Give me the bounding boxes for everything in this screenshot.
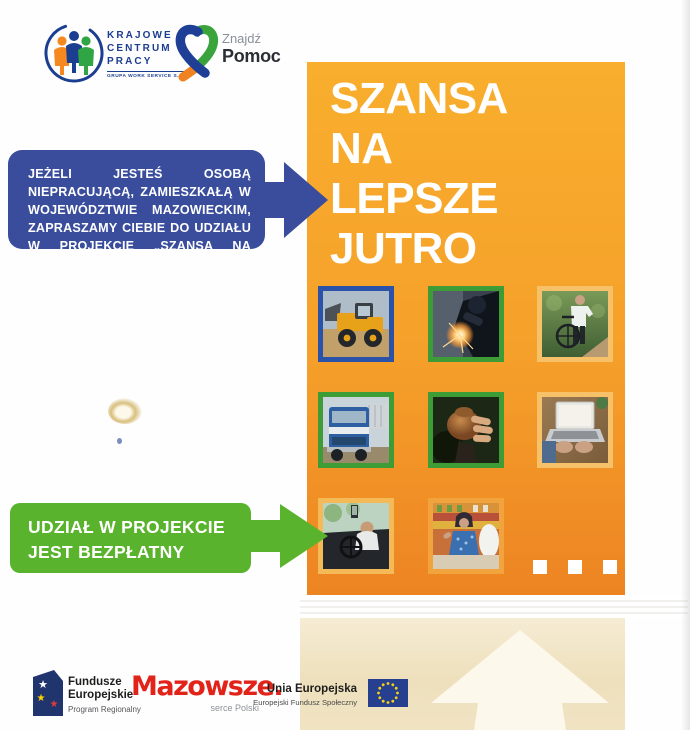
kcp-name-line1: KRAJOWE bbox=[107, 30, 173, 41]
ribbon-heart-icon bbox=[175, 24, 219, 82]
up-arrow-floor-marking bbox=[300, 618, 625, 730]
ellipsis-dot bbox=[568, 560, 582, 574]
svg-text:★: ★ bbox=[36, 693, 46, 704]
eligibility-text: JEŻELI JESTEŚ OSOBĄ NIEPRACUJĄCĄ, ZAMIESZKAŁĄ W WOJEWÓDZTWIE MAZOWIECKIM, ZAPRASZAMY CIEBIE DO UDZIAŁU W PROJEKCIE „SZANSA NA LEPSZE JUTRO!”. bbox=[28, 167, 251, 271]
fe-line2: Europejskie bbox=[68, 689, 134, 701]
market-vendor-photo bbox=[428, 498, 504, 574]
kcp-people-circle-icon bbox=[42, 20, 106, 86]
kcp-name-line3: PRACY bbox=[107, 56, 153, 67]
ue-line2: Europejski Fundusz Społeczny bbox=[253, 698, 357, 707]
title-line-2: NA bbox=[330, 124, 393, 173]
welding-photo bbox=[428, 286, 504, 362]
znajdz-label: Znajdź bbox=[222, 31, 262, 46]
free-participation-line2: JEST BEZPŁATNY bbox=[28, 542, 185, 562]
scan-edge-shadow bbox=[681, 0, 690, 730]
title-line-4: JUTRO bbox=[330, 224, 477, 273]
free-participation-line1: UDZIAŁ W PROJEKCIE bbox=[28, 517, 225, 537]
eu-flag-icon bbox=[368, 679, 408, 707]
scan-speck bbox=[117, 438, 122, 444]
craft-hands-photo bbox=[428, 392, 504, 468]
kcp-name-line2: CENTRUM bbox=[107, 43, 172, 54]
free-participation-callout bbox=[10, 503, 251, 573]
fe-subtitle: Program Regionalny bbox=[68, 705, 141, 714]
mazowsze-subtitle: serce Polski bbox=[210, 703, 259, 713]
wheel-loader-photo bbox=[318, 286, 394, 362]
ellipsis-dot bbox=[533, 560, 547, 574]
svg-text:★: ★ bbox=[49, 699, 59, 710]
green-arrow-icon bbox=[250, 502, 330, 570]
poster-title bbox=[330, 74, 508, 274]
wheelchair-photo bbox=[537, 286, 613, 362]
fe-line1: Fundusze bbox=[68, 676, 122, 688]
title-line-3: LEPSZE bbox=[330, 174, 499, 223]
fundusze-europejskie-label bbox=[68, 676, 141, 714]
blue-arrow-icon bbox=[256, 160, 330, 240]
fundusze-europejskie-flag-icon bbox=[33, 670, 64, 717]
scan-lines bbox=[300, 596, 688, 618]
pomoc-label: Pomoc bbox=[222, 46, 281, 66]
truck-photo bbox=[318, 392, 394, 468]
floor-photo-strip bbox=[300, 618, 625, 730]
kcp-subtitle: GRUPA WORK SERVICE S.A. bbox=[107, 71, 185, 79]
unia-europejska-label bbox=[238, 683, 357, 707]
scan-blemish bbox=[108, 398, 142, 424]
eligibility-callout bbox=[8, 150, 265, 271]
orange-poster-panel bbox=[307, 62, 625, 595]
title-line-1: SZANSA bbox=[330, 74, 508, 123]
laptop-typing-photo bbox=[537, 392, 613, 468]
ue-line1: Unia Europejska bbox=[266, 683, 357, 695]
ellipsis-dot bbox=[603, 560, 617, 574]
mazowsze-name: Mazowsze. bbox=[131, 671, 283, 702]
svg-text:★: ★ bbox=[38, 679, 48, 691]
znajdz-pomoc-logo bbox=[175, 24, 281, 87]
